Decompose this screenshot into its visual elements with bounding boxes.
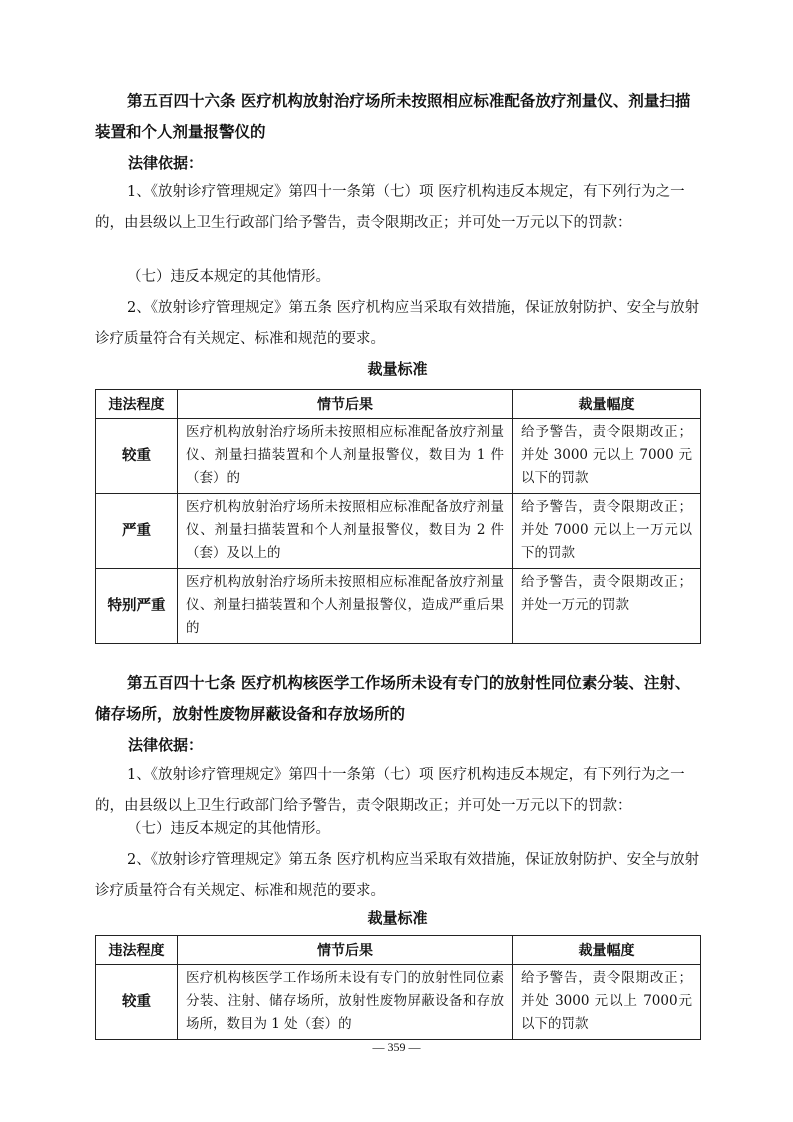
header-level: 违法程度 [96, 936, 178, 965]
row-penalty: 给予警告，责令限期改正；并处一万元的罚款 [513, 569, 701, 644]
article-547-standard-table [95, 935, 701, 1040]
article-547-basis-item-3: 2、《放射诊疗管理规定》第五条 医疗机构应当采取有效措施，保证放射防护、安全与放射诊疗质量符合有关规定、标准和规范的要求。 [95, 852, 700, 899]
article-547-basis-item-2: （七）违反本规定的其他情形。 [127, 821, 330, 837]
table-row [96, 569, 701, 644]
table-row [96, 494, 701, 569]
row-circumstance: 医疗机构放射治疗场所未按照相应标准配备放疗剂量仪、剂量扫描装置和个人剂量报警仪，数目为 1 件（套）的 [178, 419, 513, 494]
article-547-basis-item-1: 1、《放射诊疗管理规定》第四十一条第（七）项 医疗机构违反本规定，有下列行为之一的，由县级以上卫生行政部门给予警告，责令限期改正；并可处一万元以下的罚款： [95, 767, 685, 814]
article-547-title: 第五百四十七条 医疗机构核医学工作场所未设有专门的放射性同位素分装、注射、储存场所，放射性废物屏蔽设备和存放场所的 [95, 674, 691, 723]
header-penalty: 裁量幅度 [513, 936, 701, 965]
page-number: — 359 — [372, 1040, 421, 1054]
header-penalty: 裁量幅度 [513, 390, 701, 419]
row-level: 较重 [96, 419, 178, 494]
article-546-standard-title: 裁量标准 [367, 360, 428, 378]
article-546-basis-heading: 法律依据： [128, 154, 204, 172]
header-level: 违法程度 [96, 390, 178, 419]
row-level: 较重 [96, 965, 178, 1040]
table-row [96, 965, 701, 1040]
article-546-basis-item-1: 1、《放射诊疗管理规定》第四十一条第（七）项 医疗机构违反本规定，有下列行为之一的，由县级以上卫生行政部门给予警告，责令限期改正；并可处一万元以下的罚款： [95, 184, 685, 231]
table-header-row [96, 390, 701, 419]
row-penalty: 给予警告，责令限期改正；并处 3000 元以上 7000 元以下的罚款 [513, 419, 701, 494]
row-circumstance: 医疗机构核医学工作场所未设有专门的放射性同位素分装、注射、储存场所，放射性废物屏蔽设备和存放场所，数目为 1 处（套）的 [178, 965, 513, 1040]
article-547-standard-title: 裁量标准 [367, 909, 428, 927]
row-level: 特别严重 [96, 569, 178, 644]
article-546-standard-table [95, 389, 701, 644]
table-row [96, 419, 701, 494]
row-penalty: 给予警告，责令限期改正；并处 7000 元以上一万元以下的罚款 [513, 494, 701, 569]
article-546-title: 第五百四十六条 医疗机构放射治疗场所未按照相应标准配备放疗剂量仪、剂量扫描装置和个人剂量报警仪的 [95, 92, 691, 141]
row-circumstance: 医疗机构放射治疗场所未按照相应标准配备放疗剂量仪、剂量扫描装置和个人剂量报警仪，造成严重后果的 [178, 569, 513, 644]
article-546-basis-item-3: 2、《放射诊疗管理规定》第五条 医疗机构应当采取有效措施，保证放射防护、安全与放射诊疗质量符合有关规定、标准和规范的要求。 [95, 300, 700, 347]
article-547-basis-heading: 法律依据： [128, 736, 204, 754]
row-level: 严重 [96, 494, 178, 569]
header-circumstance: 情节后果 [178, 936, 513, 965]
row-circumstance: 医疗机构放射治疗场所未按照相应标准配备放疗剂量仪、剂量扫描装置和个人剂量报警仪，数目为 2 件（套）及以上的 [178, 494, 513, 569]
row-penalty: 给予警告，责令限期改正；并处 3000 元以上 7000元以下的罚款 [513, 965, 701, 1040]
table-header-row [96, 936, 701, 965]
article-546-basis-item-2: （七）违反本规定的其他情形。 [127, 269, 330, 285]
header-circumstance: 情节后果 [178, 390, 513, 419]
